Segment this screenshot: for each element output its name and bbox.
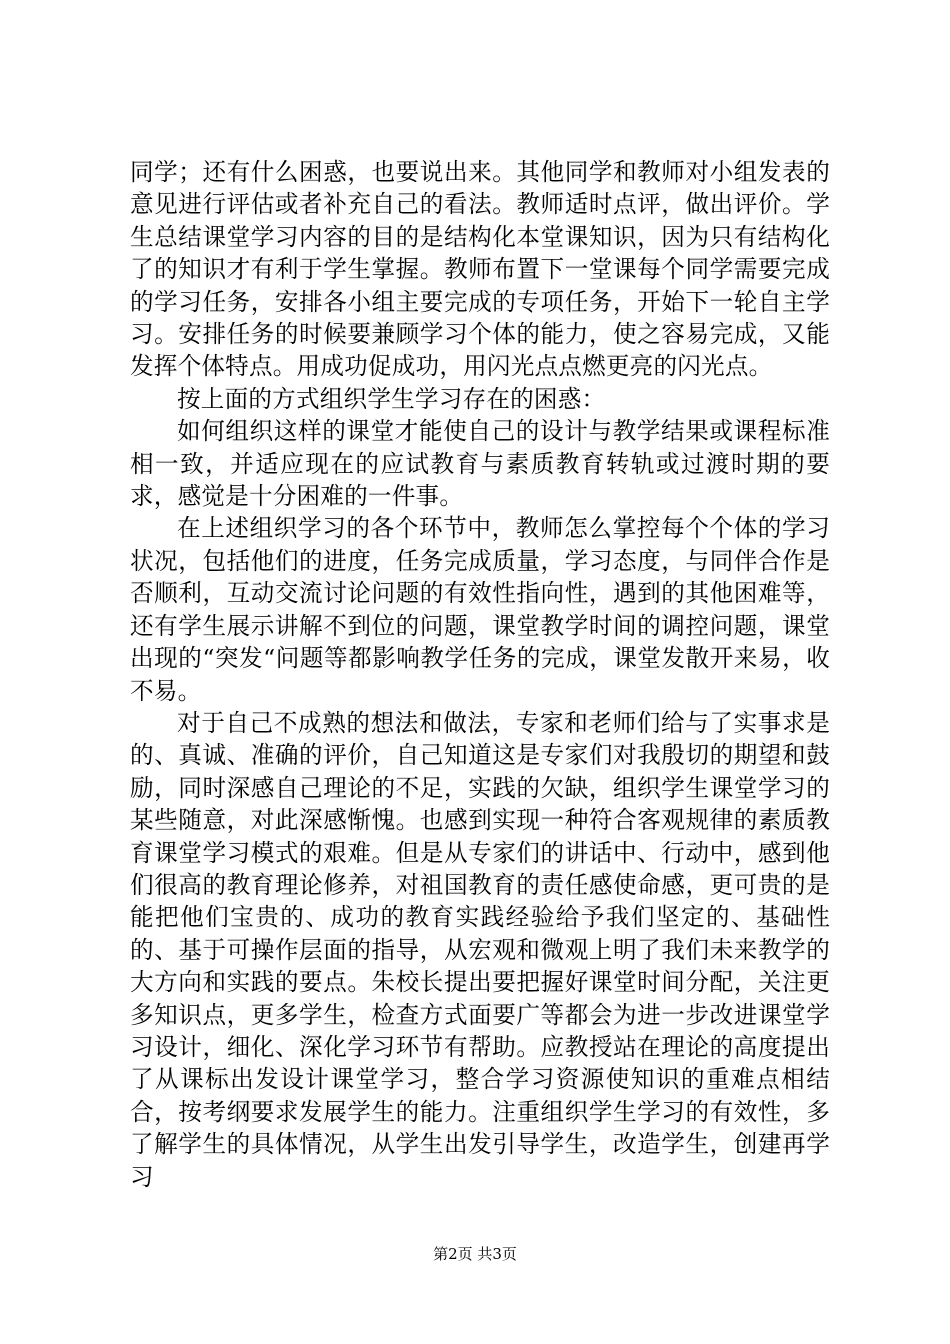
document-body (130, 156, 830, 1193)
paragraph-confusion-2: 在上述组织学习的各个环节中，教师怎么掌控每个个体的学习状况，包括他们的进度，任务完成质量，学习态度，与同伴合作是否顺利，互动交流讨论问题的有效性指向性，遇到的其他困难等，还有学生展示讲解不到位的问题，课堂教学时间的调控问题，课堂出现的“突发“问题等都影响教学任务的完成，课堂发散开来易，收不易。 (130, 514, 830, 705)
paragraph-continuation: 同学；还有什么困惑，也要说出来。其他同学和教师对小组发表的意见进行评估或者补充自己的看法。教师适时点评，做出评价。学生总结课堂学习内容的目的是结构化本堂课知识，因为只有结构化了的知识才有利于学生掌握。教师布置下一堂课每个同学需要完成的学习任务，安排各小组主要完成的专项任务，开始下一轮自主学习。安排任务的时候要兼顾学习个体的能力，使之容易完成，又能发挥个体特点。用成功促成功，用闪光点点燃更亮的闪光点。 (130, 158, 830, 381)
paragraph-heading-confusion: 按上面的方式组织学生学习存在的困惑： (177, 384, 606, 413)
paragraph-confusion-1: 如何组织这样的课堂才能使自己的设计与教学结果或课程标准相一致，并适应现在的应试教育与素质教育转轨或过渡时期的要求，感觉是十分困难的一件事。 (130, 417, 830, 511)
paragraph-expert-feedback: 对于自己不成熟的想法和做法，专家和老师们给与了实事求是的、真诚、准确的评价，自己知道这是专家们对我殷切的期望和鼓励，同时深感自己理论的不足，实践的欠缺，组织学生课堂学习的某些随意，对此深感惭愧。也感到实现一种符合客观规律的素质教育课堂学习模式的艰难。但是从专家们的讲话中、行动中，感到他们很高的教育理论修养，对祖国教育的责任感使命感，更可贵的是能把他们宝贵的、成功的教育实践经验给予我们坚定的、基础性的、基于可操作层面的指导，从宏观和微观上明了我们未来教学的大方向和实践的要点。朱校长提出要把握好课堂时间分配，关注更多知识点，更多学生，检查方式面要广等都会为进一步改进课堂学习设计，细化、深化学习环节有帮助。应教授站在理论的高度提出了从课标出发设计课堂学习，整合学习资源使知识的重难点相结合，按考纲要求发展学生的能力。注重组织学生学习的有效性，多了解学生的具体情况，从学生出发引导学生，改造学生，创建再学习 (130, 708, 830, 1191)
page-footer: 第2页 共3页 (433, 1245, 517, 1263)
